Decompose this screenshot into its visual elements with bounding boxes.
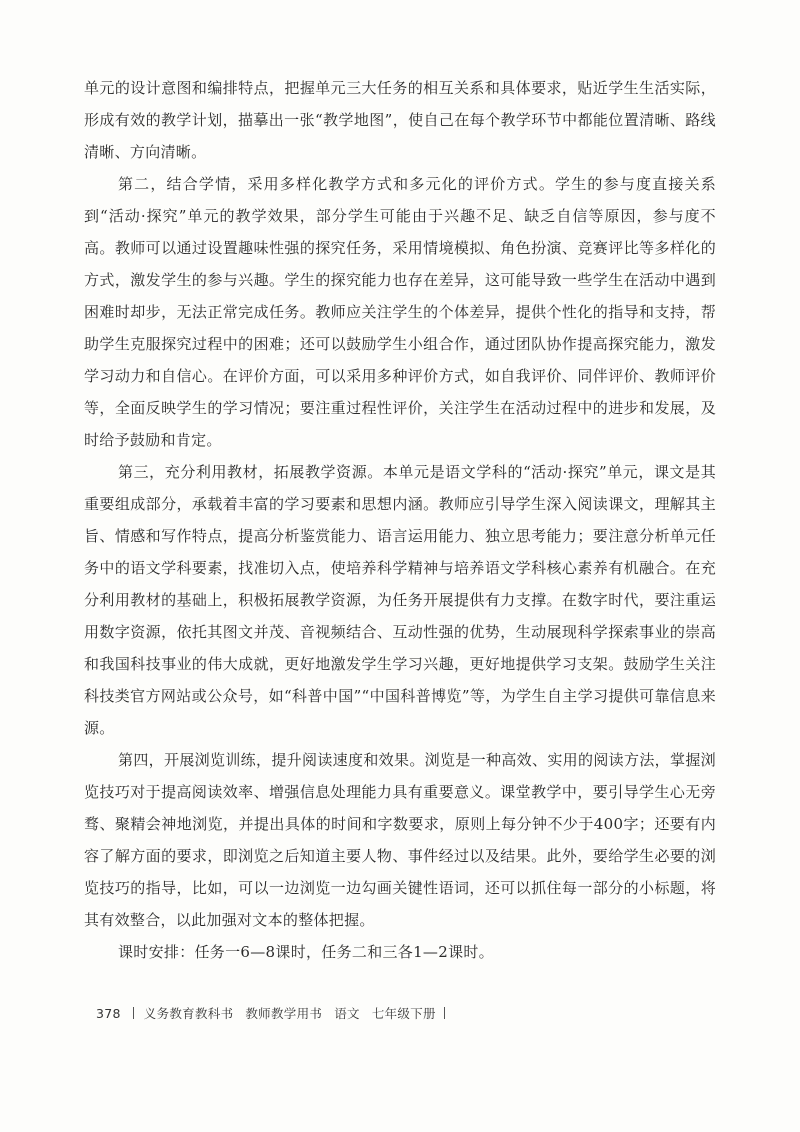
book-series: 义务教育教科书 — [143, 1006, 234, 1021]
book-type: 教师教学用书 — [245, 1006, 323, 1021]
page-footer — [96, 1004, 445, 1022]
subject: 语文 — [334, 1006, 360, 1021]
paragraph-third-point: 第三，充分利用教材，拓展教学资源。本单元是语文学科的“活动·探究”单元，课文是其重要组成部分，承载着丰富的学习要素和思想内涵。教师应引导学生深入阅读课文，理解其主旨、情感和写作特点，提高分析鉴赏能力、语言运用能力、独立思考能力；要注意分析单元任务中的语文学科要素，找准切入点，使培养科学精神与培养语文学科核心素养有机融合。在充分利用教材的基础上，积极拓展教学资源，为任务开展提供有力支撑。在数字时代，要注重运用数字资源，依托其图文并茂、音视频结合、互动性强的优势，生动展现科学探索事业的崇高和我国科技事业的伟大成就，更好地激发学生学习兴趣，更好地提供学习支架。鼓励学生关注科技类官方网站或公众号，如“科普中国”“中国科普博览”等，为学生自主学习提供可靠信息来源。 — [84, 463, 716, 737]
footer-divider — [133, 1007, 134, 1019]
body-text — [84, 72, 716, 968]
paragraph-second-point: 第二，结合学情，采用多样化教学方式和多元化的评价方式。学生的参与度直接关系到“活动·探究”单元的教学效果，部分学生可能由于兴趣不足、缺乏自信等原因，参与度不高。教师可以通过设置趣味性强的探究任务，采用情境模拟、角色扮演、竞赛评比等多样化的方式，激发学生的参与兴趣。学生的探究能力也存在差异，这可能导致一些学生在活动中遇到困难时却步，无法正常完成任务。教师应关注学生的个体差异，提供个性化的指导和支持，帮助学生克服探究过程中的困难；还可以鼓励学生小组合作，通过团队协作提高探究能力，激发学习动力和自信心。在评价方面，可以采用多种评价方式，如自我评价、同伴评价、教师评价等，全面反映学生的学习情况；要注重过程性评价，关注学生在活动过程中的进步和发展，及时给予鼓励和肯定。 — [84, 175, 716, 449]
paragraph-continuation: 单元的设计意图和编排特点，把握单元三大任务的相互关系和具体要求，贴近学生生活实际，形成有效的教学计划，描摹出一张“教学地图”，使自己在每个教学环节中都能位置清晰、路线清晰、方向清晰。 — [84, 79, 716, 161]
paragraph-fourth-point: 第四，开展浏览训练，提升阅读速度和效果。浏览是一种高效、实用的阅读方法，掌握浏览技巧对于提高阅读效率、增强信息处理能力具有重要意义。课堂教学中，要引导学生心无旁骛、聚精会神地浏览，并提出具体的时间和字数要求，原则上每分钟不少于400字；还要有内容了解方面的要求，即浏览之后知道主要人物、事件经过以及结果。此外，要给学生必要的浏览技巧的指导，比如，可以一边浏览一边勾画关键性语词，还可以抓住每一部分的小标题，将其有效整合，以此加强对文本的整体把握。 — [84, 751, 716, 929]
footer-divider-end — [444, 1007, 445, 1019]
paragraph-schedule: 课时安排：任务一6—8课时，任务二和三各1—2课时。 — [118, 943, 494, 961]
grade: 七年级下册 — [371, 1006, 436, 1021]
page-number: 378 — [96, 1005, 121, 1021]
